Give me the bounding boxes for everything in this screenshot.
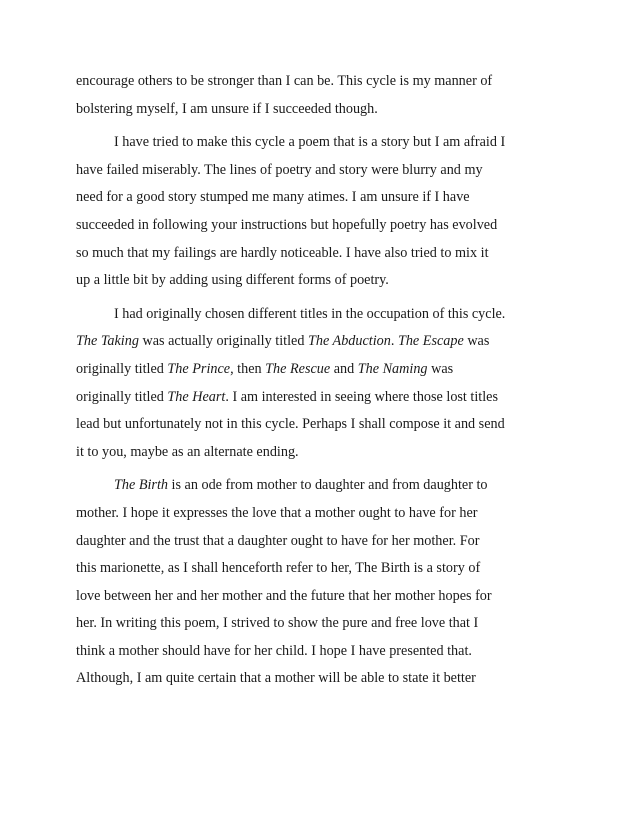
- text-line: [76, 328, 568, 356]
- text-line: [76, 267, 568, 295]
- text-run: mother. I hope it expresses the love that a mother ought to have for her: [76, 504, 478, 521]
- text-run: succeeded in following your instructions but hopefully poetry has evolved: [76, 216, 498, 233]
- text-run: I have tried to make this cycle a poem that is a story but I am afraid I: [114, 134, 506, 151]
- text-run: was: [463, 333, 490, 350]
- text-run: and: [330, 360, 358, 377]
- text-line: [76, 301, 568, 329]
- text-line: [76, 68, 568, 96]
- text-line: [76, 665, 568, 693]
- text-run: up a little bit by adding using different forms of poetry.: [76, 272, 389, 289]
- text-run: daughter and the trust that a daughter ought to have for her mother. For: [76, 532, 480, 549]
- text-run: think a mother should have for her child. I hope I have presented that.: [76, 642, 472, 659]
- text-line: [76, 411, 568, 439]
- italic-title: The Taking: [76, 333, 139, 350]
- text-run: .: [390, 333, 398, 350]
- text-run: , then: [230, 360, 266, 377]
- text-run: so much that my failings are hardly noticeable. I have also tried to mix it: [76, 244, 489, 261]
- text-line: [76, 184, 568, 212]
- text-line: [76, 555, 568, 583]
- italic-title: The Heart: [167, 388, 226, 405]
- text-line: [76, 583, 568, 611]
- text-run: was: [427, 360, 454, 377]
- paragraph: [76, 129, 568, 295]
- italic-title: The Escape: [397, 333, 464, 350]
- text-run: bolstering myself, I am unsure if I succeeded though.: [76, 100, 378, 117]
- text-line: [76, 610, 568, 638]
- paragraph: [76, 301, 568, 467]
- text-run: this marionette, as I shall henceforth refer to her, The Birth is a story of: [76, 560, 481, 577]
- text-line: [76, 439, 568, 467]
- paragraph: [76, 68, 568, 123]
- text-run: . I am interested in seeing where those lost titles: [225, 388, 499, 405]
- text-run: have failed miserably. The lines of poetry and story were blurry and my: [76, 161, 483, 178]
- text-line: [76, 356, 568, 384]
- text-run: Although, I am quite certain that a mother will be able to state it better: [76, 670, 476, 687]
- text-line: [76, 472, 568, 500]
- text-line: [76, 96, 568, 124]
- italic-title: The Abduction: [307, 333, 391, 350]
- text-line: [76, 500, 568, 528]
- text-run: encourage others to be stronger than I can be. This cycle is my manner of: [76, 73, 493, 89]
- text-line: [76, 384, 568, 412]
- italic-title: The Birth: [114, 477, 168, 494]
- text-run: originally titled: [76, 388, 168, 405]
- text-run: was actually originally titled: [138, 333, 308, 350]
- body-text: [76, 68, 568, 693]
- italic-title: The Naming: [357, 360, 428, 377]
- text-run: it to you, maybe as an alternate ending.: [76, 443, 299, 460]
- italic-title: The Rescue: [265, 360, 331, 377]
- text-line: [76, 240, 568, 268]
- text-run: originally titled: [76, 360, 168, 377]
- text-run: need for a good story stumped me many atimes. I am unsure if I have: [76, 189, 470, 206]
- paragraph: [76, 472, 568, 693]
- text-line: [76, 528, 568, 556]
- text-line: [76, 212, 568, 240]
- text-line: [76, 157, 568, 185]
- text-run: is an ode from mother to daughter and from daughter to: [168, 477, 488, 494]
- italic-title: The Prince: [167, 360, 231, 377]
- text-line: [76, 129, 568, 157]
- text-run: lead but unfortunately not in this cycle. Perhaps I shall compose it and send: [76, 416, 505, 433]
- text-run: I had originally chosen different titles in the occupation of this cycle.: [114, 305, 506, 322]
- text-line: [76, 638, 568, 666]
- text-run: her. In writing this poem, I strived to show the pure and free love that I: [76, 615, 479, 632]
- text-run: love between her and her mother and the future that her mother hopes for: [76, 587, 492, 604]
